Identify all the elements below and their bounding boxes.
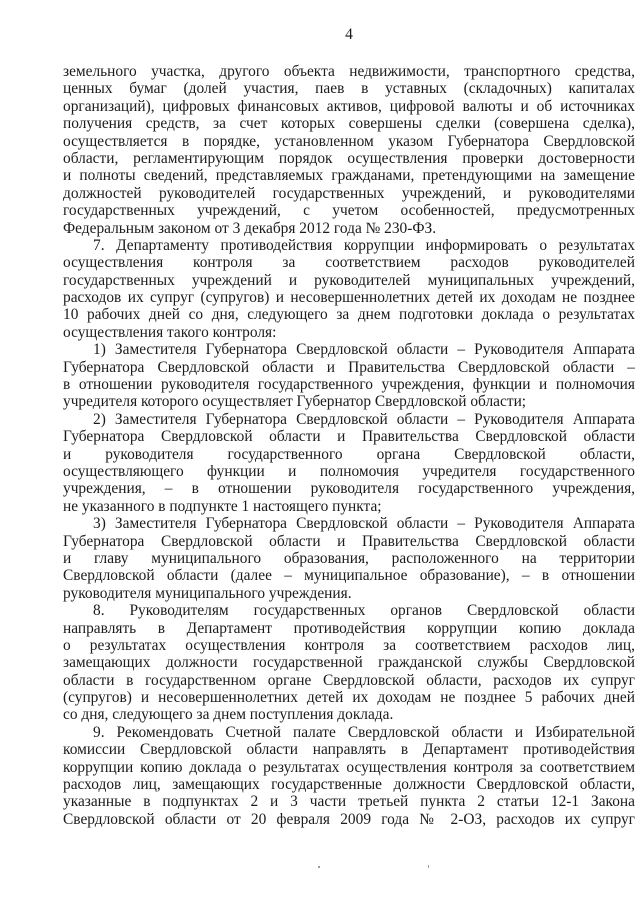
text-line: 8. Руководителям государственных органов Свердловской области bbox=[93, 602, 635, 620]
scan-artifact-dot bbox=[428, 865, 429, 868]
text-line: 7. Департаменту противодействия коррупции информировать о результатах bbox=[93, 236, 635, 254]
text-line: 2) Заместителя Губернатора Свердловской области – Руководителя Аппарата bbox=[93, 410, 635, 428]
text-line: расходов их супруг (супругов) и несовершеннолетних детей их доходам не позднее bbox=[63, 289, 635, 307]
text-line: комиссии Свердловской области направлять в Департамент противодействия bbox=[63, 741, 635, 759]
text-line: Губернатора Свердловской области и Правительства Свердловской области bbox=[63, 532, 635, 550]
text-line: осуществления такого контроля: bbox=[63, 323, 277, 341]
text-line: 3) Заместителя Губернатора Свердловской области – Руководителя Аппарата bbox=[93, 515, 635, 533]
text-line: со дня, следующего за днем поступления доклада. bbox=[63, 706, 394, 724]
text-line: 9. Рекомендовать Счетной палате Свердловской области и Избирательной bbox=[93, 723, 635, 741]
text-line: указанные в подпунктах 2 и 3 части третьей пункта 2 статьи 12-1 Закона bbox=[63, 793, 635, 811]
text-line: о результатах осуществления контроля за соответствием расходов лиц, bbox=[63, 636, 635, 654]
text-line: учреждения, – в отношении руководителя государственного учреждения, bbox=[63, 480, 635, 498]
text-line: учредителя которого осуществляет Губернатор Свердловской области; bbox=[63, 393, 527, 411]
text-line: должностей руководителей государственных учреждений, и руководителями bbox=[63, 184, 635, 202]
text-line: Губернатора Свердловской области и Правительства Свердловской области – bbox=[63, 358, 635, 376]
text-line: осуществляется в порядке, установленном указом Губернатора Свердловской bbox=[63, 132, 635, 150]
text-line: Свердловской области от 20 февраля 2009 года № 2-ОЗ, расходов их супруг bbox=[63, 810, 635, 828]
text-line: государственных учреждений и руководителей муниципальных учреждений, bbox=[63, 271, 635, 289]
text-line: и главу муниципального образования, расположенного на территории bbox=[63, 549, 635, 567]
scan-artifact-dot bbox=[318, 866, 320, 868]
page-number: 4 bbox=[345, 26, 353, 43]
text-line: руководителя муниципального учреждения. bbox=[63, 584, 352, 602]
text-line: осуществления контроля за соответствием расходов руководителей bbox=[63, 254, 635, 272]
text-line: не указанного в подпункте 1 настоящего пункта; bbox=[63, 497, 382, 515]
text-line: осуществляющего функции и полномочия учредителя государственного bbox=[63, 462, 635, 480]
text-line: направлять в Департамент противодействия коррупции копию доклада bbox=[63, 619, 635, 637]
text-line: 1) Заместителя Губернатора Свердловской области – Руководителя Аппарата bbox=[93, 341, 635, 359]
text-line: расходов лиц, замещающих государственные должности Свердловской области, bbox=[63, 776, 635, 794]
text-line: Свердловской области (далее – муниципальное образование), – в отношении bbox=[63, 567, 635, 585]
text-line: ценных бумаг (долей участия, паев в уставных (складочных) капиталах bbox=[63, 80, 635, 98]
text-line: организаций), цифровых финансовых активов, цифровой валюты и об источниках bbox=[63, 97, 635, 115]
text-line: коррупции копию доклада о результатах осуществления контроля за соответствием bbox=[63, 758, 635, 776]
text-line: земельного участка, другого объекта недвижимости, транспортного средства, bbox=[63, 63, 635, 80]
text-line: замещающих должности государственной гражданской службы Свердловской bbox=[63, 654, 635, 672]
text-line: получения средств, за счет которых совершены сделки (совершена сделка), bbox=[63, 115, 635, 133]
text-line: и полноты сведений, представляемых гражданами, претендующими на замещение bbox=[63, 167, 635, 185]
text-line: и руководителя государственного органа Свердловской области, bbox=[63, 445, 635, 463]
text-line: в отношении руководителя государственного учреждения, функции и полномочия bbox=[63, 376, 635, 394]
text-line: Губернатора Свердловской области и Правительства Свердловской области bbox=[63, 428, 635, 446]
text-line: области в государственном органе Свердловской области, расходов их супруг bbox=[63, 671, 635, 689]
text-line: Федеральным законом от 3 декабря 2012 года № 230-ФЗ. bbox=[63, 219, 437, 237]
text-line: (супругов) и несовершеннолетних детей их доходам не позднее 5 рабочих дней bbox=[63, 689, 635, 707]
text-line: области, регламентирующим порядок осуществления проверки достоверности bbox=[63, 149, 635, 167]
text-line: 10 рабочих дней со дня, следующего за днем подготовки доклада о результатах bbox=[63, 306, 635, 324]
document-body bbox=[63, 63, 635, 828]
text-line: государственных учреждений, с учетом особенностей, предусмотренных bbox=[63, 202, 635, 220]
